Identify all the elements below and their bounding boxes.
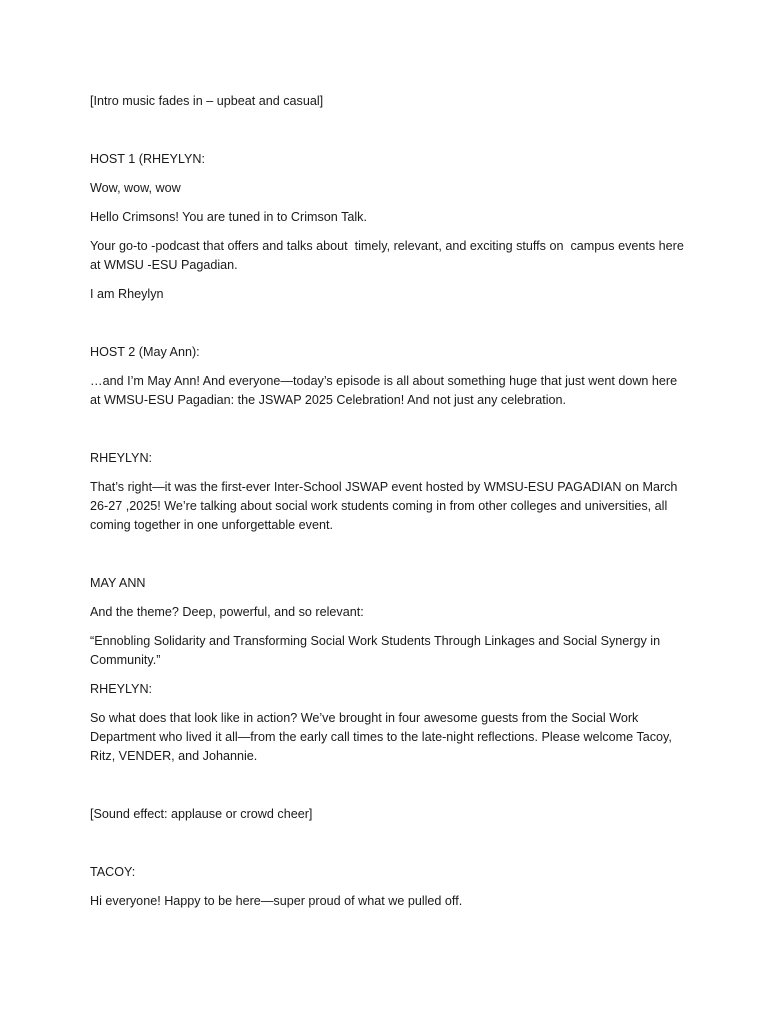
dialogue-line: That’s right—it was the first-ever Inter-School JSWAP event hosted by WMSU-ESU PAGADIAN on March 26-27 ,2025! We’re talking about social work students coming in from other colleges and universities, all coming together in one unforgettable event. [90, 480, 681, 532]
speaker-may-ann: MAY ANN [90, 576, 146, 590]
theme-quote: “Ennobling Solidarity and Transforming Social Work Students Through Linkages and Social Synergy in Community.” [90, 634, 664, 667]
speaker-host-1: HOST 1 (RHEYLYN: [90, 152, 206, 166]
dialogue-line: Your go-to -podcast that offers and talks about timely, relevant, and exciting stuffs on campus events here at WMSU -ESU Pagadian. [90, 239, 688, 272]
dialogue-line: Wow, wow, wow [90, 181, 181, 195]
speaker-host-2: HOST 2 (May Ann): [90, 345, 200, 359]
dialogue-line: …and I’m May Ann! And everyone—today’s episode is all about something huge that just went down here at WMSU-ESU Pagadian: the JSWAP 2025 Celebration! And not just any celebration. [90, 374, 681, 407]
dialogue-line: Hi everyone! Happy to be here—super proud of what we pulled off. [90, 894, 463, 908]
dialogue-line: Hello Crimsons! You are tuned in to Crimson Talk. [90, 210, 367, 224]
stage-direction-intro: [Intro music fades in – upbeat and casual] [90, 94, 324, 108]
dialogue-line: And the theme? Deep, powerful, and so relevant: [90, 605, 364, 619]
dialogue-line: So what does that look like in action? We’ve brought in four awesome guests from the Social Work Department who lived it all—from the early call times to the late-night reflections. Please welcome Tacoy, Ritz, VENDER, and Johannie. [90, 711, 676, 763]
dialogue-line: I am Rheylyn [90, 287, 164, 301]
document-body [90, 92, 690, 921]
speaker-rheylyn: RHEYLYN: [90, 451, 153, 465]
stage-direction-sound: [Sound effect: applause or crowd cheer] [90, 807, 313, 821]
speaker-tacoy: TACOY: [90, 865, 136, 879]
speaker-rheylyn: RHEYLYN: [90, 682, 153, 696]
